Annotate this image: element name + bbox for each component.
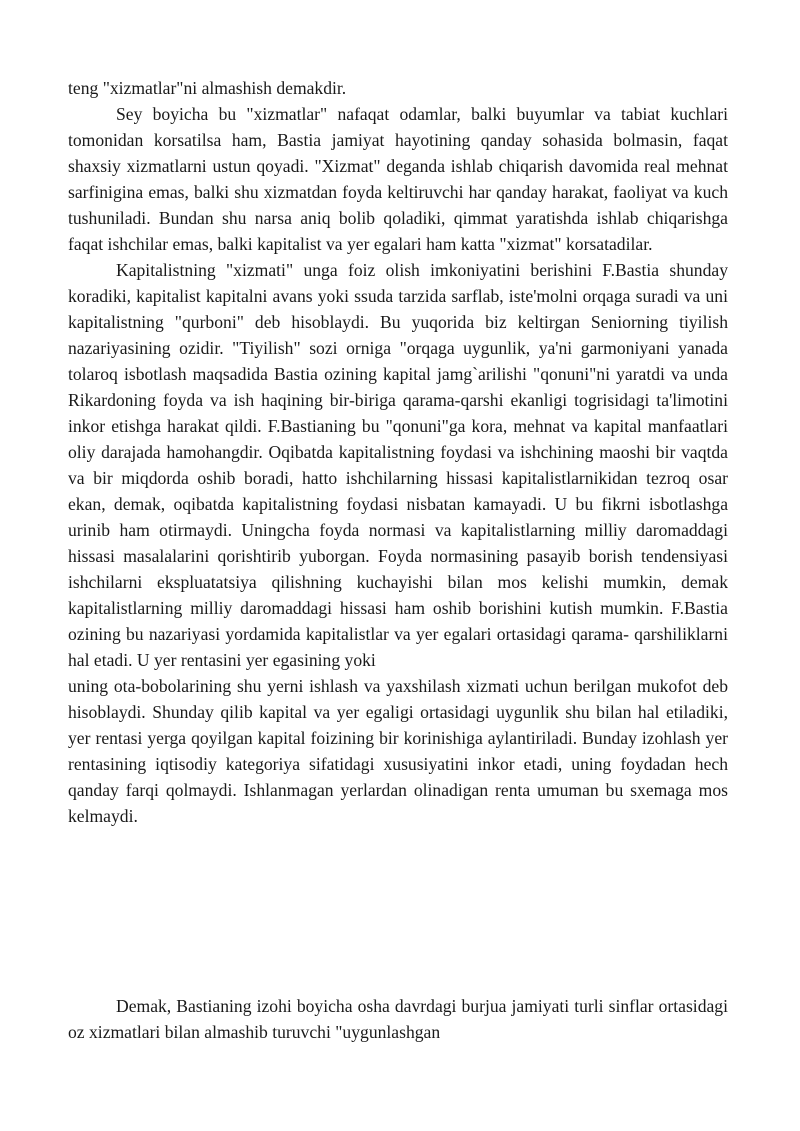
paragraph-kapitalist-xizmati: Kapitalistning "xizmati" unga foiz olish imkoniyatini berishini F.Bastia shunday koradiki, kapitalist kapitalni avans yoki ssuda tarzida sarflab, iste'molni orqaga suradi va uni kapitalistning "qurboni" deb hisoblaydi. Bu yuqorida biz keltirgan Seniorning tiyilish nazariyasining ozidir. "Tiyilish" sozi orniga "orqaga uygunlik, ya'ni garmoniyani yanada tolaroq isbotlash maqsadida Bastia ozining kapital jamg`arilishi "qonuni"ni yaratdi va unda Rikardoning foyda va ish haqining bir-biriga qarama-qarshi ekanligi togrisidagi ta'limotini inkor etishga harakat qildi. F.Bastianing bu "qonuni"ga kora, mehnat va kapital manfaatlari oliy darajada hamohangdir. Oqibatda kapitalistning foydasi va ishchining maoshi bir vaqtda va bir miqdorda oshib boradi, hatto ishchilarning hissasi kapitalistlarnikidan tezroq osar ekan, demak, oqibatda kapitalistning foydasi nisbatan kamayadi. U bu fikrni isbotlashga urinib ham otirmaydi. Uningcha foyda normasi va kapitalistlarning milliy daromaddagi hissasi masalalarini qorishtirib yuborgan. Foyda normasining pasayib borish tendensiyasi ishchilarni ekspluatatsiya qilishning kuchayishi bilan mos kelishi mumkin, demak kapitalistlarning milliy daromaddagi hissasi ham oshib borishini kutish mumkin. F.Bastia ozining bu nazariyasi yordamida kapitalistlar va yer egalari ortasidagi qarama- qarshiliklarni hal etadi. U yer rentasini yer egasining yoki	[68, 260, 728, 670]
paragraph-continuation: teng "xizmatlar"ni almashish demakdir.	[68, 78, 347, 98]
paragraph-yer-rentasi: uning ota-bobolarining shu yerni ishlash va yaxshilash xizmati uchun berilgan mukofot deb hisoblaydi. Shunday qilib kapital va yer egaligi ortasidagi uygunlik shu bilan hal etiladiki, yer rentasi yerga qoyilgan kapital foizining bir korinishiga aylantiriladi. Bunday izohlash yer rentasining iqtisodiy kategoriya sifatidagi xususiyatini inkor etadi, uning foydadan hech qanday farqi qolmaydi. Ishlanmagan yerlardan olinadigan renta umuman bu sxemaga mos kelmaydi.	[68, 676, 728, 826]
paragraph-sey-xizmatlar: Sey boyicha bu "xizmatlar" nafaqat odamlar, balki buyumlar va tabiat kuchlari tomonidan korsatilsa ham, Bastia jamiyat hayotining qanday sohasida bolmasin, faqat shaxsiy xizmatlarni ustun qoyadi. "Xizmat" deganda ishlab chiqarish davomida real mehnat sarfinigina emas, balki shu xizmatdan foyda keltiruvchi har qanday harakat, faoliyat va kuch tushuniladi. Bundan shu narsa aniq bolib qoladiki, qimmat yaratishda ishlab chiqarishga faqat ishchilar emas, balki kapitalist va yer egalari ham katta "xizmat" korsatadilar.	[68, 104, 728, 254]
document-body	[68, 75, 728, 829]
paragraph-demak-bastia: Demak, Bastianing izohi boyicha osha davrdagi burjua jamiyati turli sinflar ortasidagi oz xizmatlari bilan almashib turuvchi "uygunlashgan	[68, 996, 728, 1042]
document-body-bottom	[68, 993, 728, 1045]
